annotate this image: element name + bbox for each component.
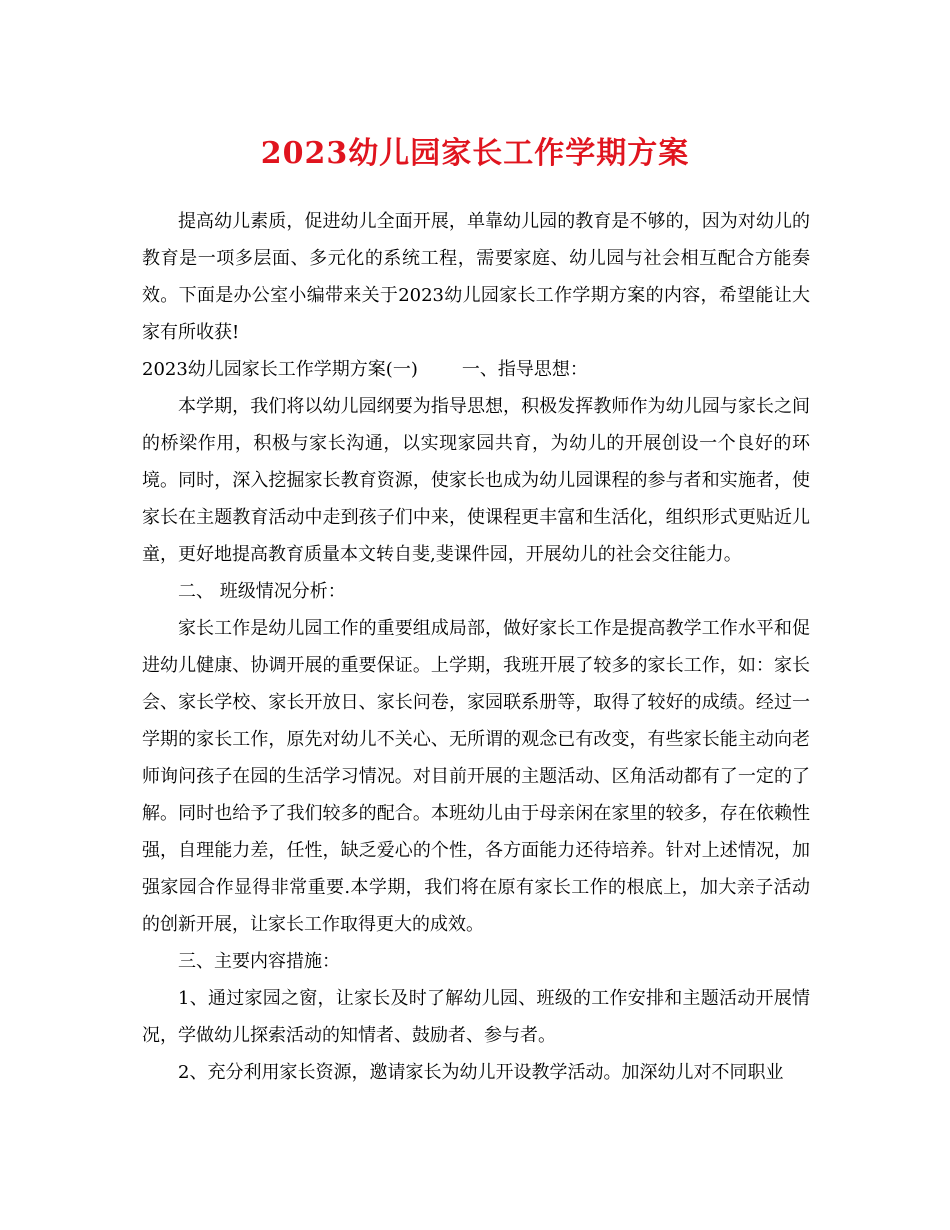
plan-title-line [142,351,810,388]
section1-heading: 一、指导思想： [461,359,588,380]
section2-paragraph: 家长工作是幼儿园工作的重要组成局部，做好家长工作是提高教学工作水平和促进幼儿健康、协调开展的重要保证。上学期，我班开展了较多的家长工作，如：家长会、家长学校、家长开放日、家长问卷，家园联系册等，取得了较好的成绩。经过一学期的家长工作，原先对幼儿不关心、无所谓的观念已有改变，有些家长能主动向老师询问孩子在园的生活学习情况。对目前开展的主题活动、区角活动都有了一定的了解。同时也给予了我们较多的配合。本班幼儿由于母亲闲在家里的较多，存在依赖性强，自理能力差，任性，缺乏爱心的个性，各方面能力还待培养。针对上述情况，加强家园合作显得非常重要.本学期，我们将在原有家长工作的根底上，加大亲子活动的创新开展，让家长工作取得更大的成效。 [142,618,810,935]
document-title: 2023幼儿园家长工作学期方案 [260,136,690,171]
list-item-2: 2、充分利用家长资源，邀请家长为幼儿开设教学活动。加深幼儿对不同职业 [178,1062,784,1083]
document-body [142,203,810,1091]
intro-paragraph: 提高幼儿素质，促进幼儿全面开展，单靠幼儿园的教育是不够的，因为对幼儿的教育是一项多层面、多元化的系统工程，需要家庭、幼儿园与社会相互配合方能奏效。下面是办公室小编带来关于2023幼儿园家长工作学期方案的内容，希望能让大家有所收获! [142,211,810,343]
list-item-1: 1、通过家园之窗，让家长及时了解幼儿园、班级的工作安排和主题活动开展情况，学做幼儿探索活动的知情者、鼓励者、参与者。 [142,988,810,1046]
section2-heading: 二、 班级情况分析： [178,581,346,602]
plan-title: 2023幼儿园家长工作学期方案(一) [142,359,418,380]
section1-paragraph: 本学期，我们将以幼儿园纲要为指导思想，积极发挥教师作为幼儿园与家长之间的桥梁作用，积极与家长沟通，以实现家园共育，为幼儿的开展创设一个良好的环境。同时，深入挖掘家长教育资源，使家长也成为幼儿园课程的参与者和实施者，使家长在主题教育活动中走到孩子们中来，使课程更丰富和生活化，组织形式更贴近儿童，更好地提高教育质量本文转自斐,斐课件园，开展幼儿的社会交往能力。 [142,396,810,565]
section3-heading: 三、主要内容措施： [178,951,340,972]
